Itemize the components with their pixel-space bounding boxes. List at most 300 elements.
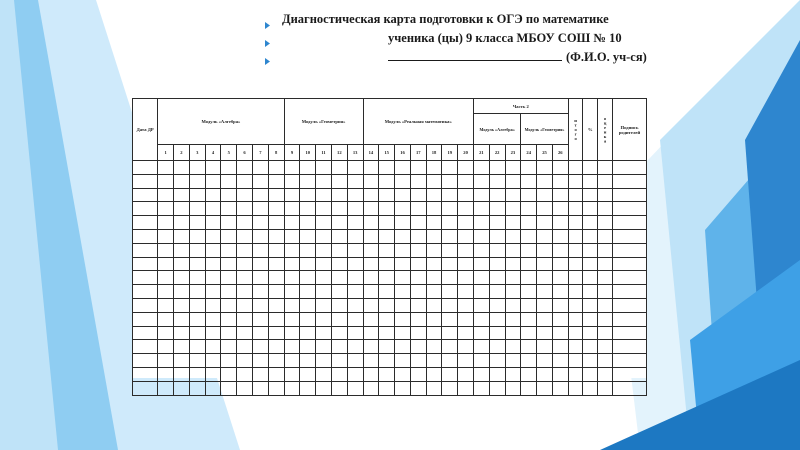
table-cell	[505, 285, 521, 299]
table-cell	[521, 243, 537, 257]
table-cell	[133, 229, 158, 243]
table-cell	[174, 229, 190, 243]
table-cell	[268, 243, 284, 257]
table-cell	[347, 298, 363, 312]
table-cell	[489, 161, 505, 175]
table-cell	[489, 229, 505, 243]
table-cell	[158, 202, 174, 216]
table-cell	[521, 271, 537, 285]
table-cell	[598, 216, 613, 230]
table-cell	[521, 174, 537, 188]
table-cell	[221, 340, 237, 354]
name-blank-line	[388, 48, 562, 61]
table-cell	[489, 257, 505, 271]
table-cell	[347, 229, 363, 243]
table-cell	[268, 188, 284, 202]
table-cell	[300, 161, 316, 175]
table-cell	[521, 381, 537, 395]
table-cell	[174, 161, 190, 175]
table-cell	[189, 271, 205, 285]
table-cell	[237, 161, 253, 175]
table-cell	[284, 326, 300, 340]
table-cell	[379, 271, 395, 285]
table-cell	[442, 202, 458, 216]
table-cell	[458, 298, 474, 312]
table-cell	[174, 285, 190, 299]
table-cell	[363, 326, 379, 340]
table-cell	[612, 229, 646, 243]
table-cell	[316, 367, 332, 381]
table-cell	[410, 202, 426, 216]
table-cell	[583, 243, 598, 257]
table-cell	[395, 243, 411, 257]
table-cell	[521, 326, 537, 340]
table-row	[133, 340, 647, 354]
table-cell	[552, 271, 568, 285]
table-cell	[458, 161, 474, 175]
table-cell	[537, 367, 553, 381]
part2-algebra-header: Модуль «Алгебра»	[473, 114, 520, 145]
table-cell	[316, 161, 332, 175]
table-cell	[537, 257, 553, 271]
table-cell	[426, 257, 442, 271]
task-number-cell: 12	[331, 145, 347, 161]
table-cell	[426, 161, 442, 175]
table-cell	[221, 271, 237, 285]
table-cell	[426, 326, 442, 340]
table-cell	[552, 243, 568, 257]
table-cell	[221, 257, 237, 271]
table-cell	[363, 202, 379, 216]
table-row	[133, 174, 647, 188]
table-cell	[598, 354, 613, 368]
table-cell	[442, 271, 458, 285]
table-cell	[442, 161, 458, 175]
table-cell	[316, 216, 332, 230]
table-cell	[237, 285, 253, 299]
table-cell	[489, 216, 505, 230]
table-row	[133, 216, 647, 230]
table-cell	[552, 161, 568, 175]
table-cell	[442, 188, 458, 202]
task-number-cell: 17	[410, 145, 426, 161]
table-cell	[347, 243, 363, 257]
table-cell	[252, 257, 268, 271]
table-cell	[426, 188, 442, 202]
table-cell	[489, 312, 505, 326]
table-row	[133, 312, 647, 326]
table-cell	[612, 298, 646, 312]
table-cell	[347, 312, 363, 326]
table-row	[133, 326, 647, 340]
table-cell	[284, 340, 300, 354]
table-cell	[458, 257, 474, 271]
table-cell	[521, 257, 537, 271]
table-cell	[598, 257, 613, 271]
table-cell	[347, 326, 363, 340]
table-cell	[612, 188, 646, 202]
table-cell	[583, 340, 598, 354]
table-cell	[583, 367, 598, 381]
table-cell	[331, 202, 347, 216]
table-cell	[189, 202, 205, 216]
table-row	[133, 202, 647, 216]
task-number-cell: 3	[189, 145, 205, 161]
table-cell	[568, 202, 583, 216]
table-cell	[363, 312, 379, 326]
table-cell	[205, 354, 221, 368]
table-cell	[158, 229, 174, 243]
table-cell	[331, 312, 347, 326]
table-cell	[521, 216, 537, 230]
table-cell	[395, 202, 411, 216]
table-cell	[612, 326, 646, 340]
table-cell	[583, 229, 598, 243]
table-cell	[521, 202, 537, 216]
table-cell	[552, 381, 568, 395]
table-cell	[598, 285, 613, 299]
title-line-1: Диагностическая карта подготовки к ОГЭ по математике	[282, 12, 609, 26]
table-cell	[473, 367, 489, 381]
table-cell	[221, 202, 237, 216]
table-cell	[158, 188, 174, 202]
table-cell	[379, 243, 395, 257]
table-cell	[537, 285, 553, 299]
table-cell	[426, 216, 442, 230]
table-cell	[458, 354, 474, 368]
table-cell	[331, 229, 347, 243]
table-cell	[133, 257, 158, 271]
table-cell	[174, 243, 190, 257]
table-cell	[505, 188, 521, 202]
table-cell	[537, 298, 553, 312]
table-cell	[268, 285, 284, 299]
table-cell	[598, 174, 613, 188]
table-cell	[473, 340, 489, 354]
table-cell	[237, 298, 253, 312]
table-cell	[410, 188, 426, 202]
table-cell	[505, 354, 521, 368]
table-cell	[552, 326, 568, 340]
table-cell	[284, 174, 300, 188]
table-cell	[395, 161, 411, 175]
table-cell	[395, 326, 411, 340]
table-cell	[505, 257, 521, 271]
table-cell	[473, 161, 489, 175]
table-cell	[205, 312, 221, 326]
table-cell	[316, 340, 332, 354]
table-cell	[473, 257, 489, 271]
table-cell	[583, 298, 598, 312]
table-cell	[442, 298, 458, 312]
table-cell	[426, 271, 442, 285]
table-cell	[505, 229, 521, 243]
table-cell	[158, 326, 174, 340]
table-cell	[300, 340, 316, 354]
table-cell	[410, 229, 426, 243]
table-cell	[252, 312, 268, 326]
table-cell	[537, 202, 553, 216]
table-cell	[221, 243, 237, 257]
table-cell	[133, 161, 158, 175]
table-cell	[489, 285, 505, 299]
table-cell	[174, 312, 190, 326]
table-cell	[237, 271, 253, 285]
table-cell	[300, 243, 316, 257]
table-cell	[442, 312, 458, 326]
table-cell	[473, 298, 489, 312]
table-cell	[395, 367, 411, 381]
table-cell	[347, 367, 363, 381]
date-header: Дата ДР	[133, 99, 158, 161]
table-cell	[395, 340, 411, 354]
table-cell	[379, 229, 395, 243]
task-number-cell: 1	[158, 145, 174, 161]
table-cell	[537, 216, 553, 230]
table-cell	[395, 285, 411, 299]
table-row	[133, 354, 647, 368]
table-cell	[583, 381, 598, 395]
table-row	[133, 257, 647, 271]
table-cell	[489, 326, 505, 340]
table-cell	[158, 298, 174, 312]
table-cell	[363, 229, 379, 243]
table-row	[133, 381, 647, 395]
task-number-cell: 14	[363, 145, 379, 161]
table-cell	[205, 202, 221, 216]
module-algebra-header: Модуль «Алгебра»	[158, 99, 284, 145]
table-cell	[316, 381, 332, 395]
table-cell	[300, 285, 316, 299]
table-cell	[174, 216, 190, 230]
table-cell	[426, 202, 442, 216]
table-cell	[442, 354, 458, 368]
table-cell	[133, 312, 158, 326]
table-cell	[458, 216, 474, 230]
task-number-cell: 20	[458, 145, 474, 161]
table-cell	[426, 340, 442, 354]
table-cell	[268, 312, 284, 326]
table-cell	[395, 174, 411, 188]
table-cell	[395, 188, 411, 202]
table-cell	[598, 367, 613, 381]
table-cell	[612, 257, 646, 271]
table-cell	[410, 312, 426, 326]
table-row	[133, 367, 647, 381]
table-cell	[442, 381, 458, 395]
table-cell	[205, 340, 221, 354]
table-cell	[237, 340, 253, 354]
table-cell	[426, 229, 442, 243]
table-cell	[442, 229, 458, 243]
table-cell	[395, 271, 411, 285]
table-cell	[158, 354, 174, 368]
table-cell	[583, 312, 598, 326]
task-number-cell: 4	[205, 145, 221, 161]
table-cell	[568, 285, 583, 299]
table-cell	[537, 340, 553, 354]
table-cell	[473, 243, 489, 257]
table-cell	[268, 229, 284, 243]
table-cell	[189, 312, 205, 326]
table-cell	[458, 340, 474, 354]
table-cell	[133, 174, 158, 188]
table-cell	[568, 161, 583, 175]
table-cell	[158, 216, 174, 230]
table-cell	[133, 216, 158, 230]
table-cell	[552, 174, 568, 188]
table-cell	[189, 257, 205, 271]
page-title	[270, 10, 690, 67]
table-cell	[158, 257, 174, 271]
table-cell	[158, 312, 174, 326]
table-cell	[268, 257, 284, 271]
table-cell	[268, 161, 284, 175]
table-cell	[521, 161, 537, 175]
table-cell	[552, 312, 568, 326]
table-cell	[237, 174, 253, 188]
table-cell	[410, 340, 426, 354]
table-cell	[284, 367, 300, 381]
task-number-cell: 24	[521, 145, 537, 161]
table-cell	[284, 161, 300, 175]
table-cell	[379, 381, 395, 395]
table-cell	[252, 271, 268, 285]
table-cell	[174, 298, 190, 312]
table-cell	[458, 285, 474, 299]
table-cell	[133, 354, 158, 368]
table-cell	[379, 312, 395, 326]
table-cell	[473, 381, 489, 395]
table-cell	[174, 367, 190, 381]
table-cell	[505, 174, 521, 188]
table-cell	[410, 326, 426, 340]
table-cell	[363, 243, 379, 257]
table-cell	[316, 174, 332, 188]
table-cell	[252, 326, 268, 340]
table-cell	[316, 312, 332, 326]
table-cell	[458, 326, 474, 340]
table-cell	[537, 312, 553, 326]
table-cell	[612, 174, 646, 188]
table-cell	[347, 216, 363, 230]
table-cell	[331, 367, 347, 381]
table-cell	[521, 298, 537, 312]
table-cell	[174, 381, 190, 395]
table-cell	[612, 354, 646, 368]
table-cell	[395, 257, 411, 271]
table-cell	[284, 271, 300, 285]
table-cell	[473, 326, 489, 340]
table-cell	[458, 188, 474, 202]
table-cell	[331, 298, 347, 312]
table-cell	[221, 216, 237, 230]
table-cell	[612, 216, 646, 230]
table-cell	[268, 216, 284, 230]
title-line-3	[270, 48, 690, 67]
table-cell	[379, 367, 395, 381]
table-cell	[568, 243, 583, 257]
table-cell	[410, 271, 426, 285]
table-cell	[568, 216, 583, 230]
table-cell	[379, 188, 395, 202]
table-cell	[489, 367, 505, 381]
table-cell	[284, 243, 300, 257]
table-cell	[237, 326, 253, 340]
table-cell	[458, 271, 474, 285]
table-cell	[442, 340, 458, 354]
table-cell	[205, 271, 221, 285]
table-cell	[284, 216, 300, 230]
task-number-cell: 13	[347, 145, 363, 161]
table-cell	[331, 161, 347, 175]
table-cell	[568, 367, 583, 381]
table-cell	[347, 285, 363, 299]
table-cell	[252, 188, 268, 202]
table-cell	[268, 354, 284, 368]
module-real-math-header: Модуль «Реальная математика»	[363, 99, 473, 145]
grade-header: оценка	[598, 99, 613, 161]
table-cell	[537, 174, 553, 188]
table-cell	[363, 257, 379, 271]
table-cell	[612, 367, 646, 381]
table-cell	[568, 174, 583, 188]
table-cell	[395, 312, 411, 326]
table-cell	[505, 216, 521, 230]
table-cell	[379, 202, 395, 216]
table-cell	[537, 243, 553, 257]
table-cell	[521, 229, 537, 243]
table-cell	[189, 216, 205, 230]
title-line-3-text: (Ф.И.О. уч-ся)	[566, 50, 647, 64]
table-cell	[331, 243, 347, 257]
table-cell	[395, 229, 411, 243]
table-cell	[189, 174, 205, 188]
table-cell	[612, 202, 646, 216]
table-cell	[221, 298, 237, 312]
table-cell	[205, 367, 221, 381]
table-cell	[300, 202, 316, 216]
table-cell	[252, 354, 268, 368]
table-cell	[331, 271, 347, 285]
table-cell	[598, 312, 613, 326]
task-number-cell: 7	[252, 145, 268, 161]
module-geometry-header: Модуль «Геометрия»	[284, 99, 363, 145]
table-cell	[473, 312, 489, 326]
table-cell	[363, 367, 379, 381]
table-cell	[252, 161, 268, 175]
diagnostic-table	[132, 98, 647, 396]
table-cell	[284, 285, 300, 299]
table-cell	[410, 216, 426, 230]
table-row	[133, 161, 647, 175]
table-cell	[583, 257, 598, 271]
table-cell	[221, 174, 237, 188]
table-cell	[410, 174, 426, 188]
table-cell	[237, 243, 253, 257]
table-cell	[489, 188, 505, 202]
table-cell	[442, 243, 458, 257]
table-cell	[133, 271, 158, 285]
table-cell	[583, 354, 598, 368]
table-cell	[237, 367, 253, 381]
table-cell	[489, 202, 505, 216]
table-cell	[284, 188, 300, 202]
table-cell	[583, 271, 598, 285]
table-cell	[158, 161, 174, 175]
table-cell	[331, 174, 347, 188]
table-cell	[300, 326, 316, 340]
